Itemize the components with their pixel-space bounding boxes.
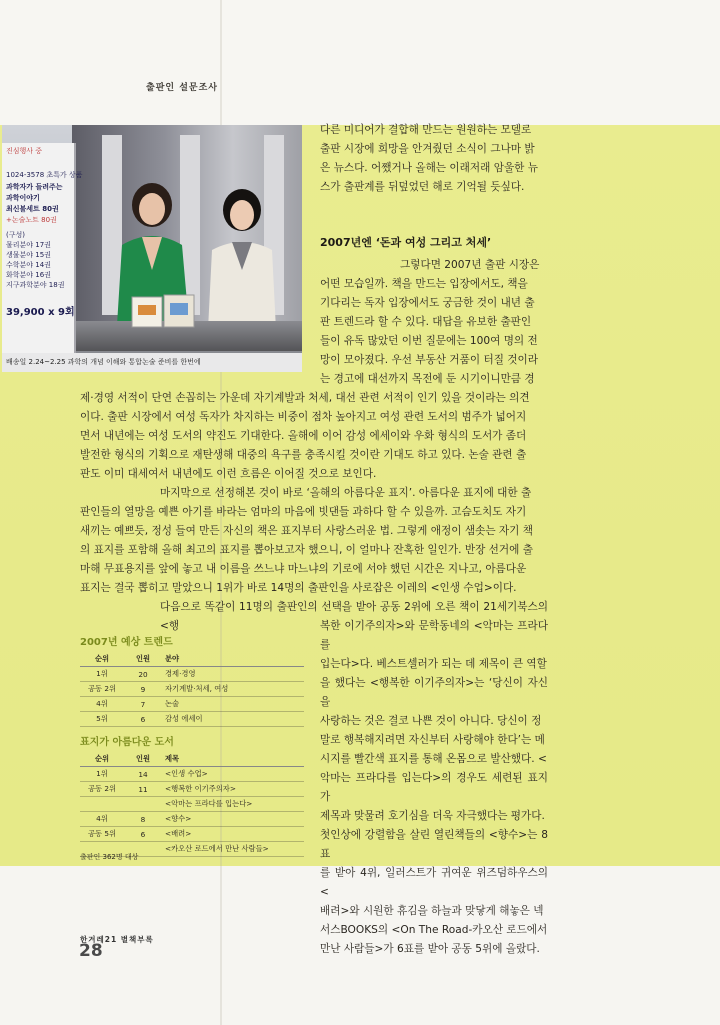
column-header: 제목 xyxy=(162,752,304,767)
cover-table-title: 표지가 아름다운 도서 xyxy=(80,737,174,748)
table-cell: <악마는 프라다를 입는다> xyxy=(162,797,304,812)
trend-table xyxy=(80,652,304,727)
table-row xyxy=(80,797,304,812)
text-line: 이다. 출판 시장에서 여성 독자가 차지하는 비중이 점차 높아지고 여성 관련 도서의 범주가 넓어지 xyxy=(80,411,527,423)
text-line: 발전한 형식의 기획으로 재탄생해 대중의 욕구를 충족시킬 것이란 기대도 하고 있다. 논술 관련 출 xyxy=(80,449,527,461)
book-set-display xyxy=(130,293,198,329)
table-cell xyxy=(124,797,162,812)
page-top-margin xyxy=(0,0,720,125)
article-column-paragraph xyxy=(320,256,548,389)
text-line: 사랑하는 것은 결코 나쁜 것이 아니다. 당신이 정 xyxy=(320,715,542,727)
text-line: 판 트렌드라 할 수 있다. 대답을 유보한 출판인 xyxy=(320,316,532,328)
column-header: 인원 xyxy=(124,752,162,767)
table-header-row xyxy=(80,652,304,667)
text-line: 다른 미디어가 결합해 만드는 원원하는 모델로 xyxy=(320,124,532,136)
table-cell: <행복한 이기주의자> xyxy=(162,782,304,797)
table-cell: 공동 2위 xyxy=(80,682,124,697)
table-row xyxy=(80,827,304,842)
page-number: 28 xyxy=(79,941,103,961)
table-row xyxy=(80,782,304,797)
table-cell: 경제·경영 xyxy=(162,667,304,682)
text-line: 는 경고에 대선까지 목전에 둔 시기이니만큼 경 xyxy=(320,373,535,385)
text-line: 은 뉴스다. 어쨌거나 올해는 이래저래 암울한 뉴 xyxy=(320,162,539,174)
table-cell: 4위 xyxy=(80,812,124,827)
text-line: 망이 모아졌다. 우선 부동산 거품이 터질 것이라 xyxy=(320,354,539,366)
table-row xyxy=(80,767,304,782)
panel-text: 1024-3578 초특가 상품 xyxy=(6,171,83,179)
article-wide-paragraph xyxy=(80,389,548,636)
ticker-text: 배송일 2.24~2.25 과학의 개념 이해와 통합논술 준비를 한번에 xyxy=(6,358,201,366)
table-row xyxy=(80,712,304,727)
table-row xyxy=(80,812,304,827)
table-cell: <카오산 로드에서 만난 사람들> xyxy=(162,842,304,857)
text-line: 제·경영 서적이 단연 손꼽히는 가운데 자기계발과 처세, 대선 관련 서적이 인기 있을 것이라는 의견 xyxy=(80,392,530,404)
table-cell: 자기계발·처세, 여성 xyxy=(162,682,304,697)
text-line: 말로 행복해지려면 자신부터 사랑해야 한다’는 메 xyxy=(320,734,545,746)
table-cell: 5위 xyxy=(80,712,124,727)
panel-text: 생물분야 15권 xyxy=(6,251,51,259)
host-woman-white-jacket xyxy=(202,180,282,330)
text-line: 복한 이기주의자>와 문학동네의 <악마는 프라다를 xyxy=(320,620,548,651)
table-cell: <인생 수업> xyxy=(162,767,304,782)
table-cell: 9 xyxy=(124,682,162,697)
cover-table xyxy=(80,752,304,857)
panel-text: 진심행사 중 xyxy=(6,147,43,155)
product-info-panel xyxy=(2,143,83,372)
table-row xyxy=(80,667,304,682)
panel-text: 과학이야기 xyxy=(6,194,40,202)
text-line: 악마는 프라다를 입는다>의 경우도 세련된 표지가 xyxy=(320,772,548,803)
table-cell: 공동 2위 xyxy=(80,782,124,797)
text-line: 의 표지를 포함해 올해 최고의 표지를 뽑아보고자 했으니, 이 얼마나 잔혹한 일인가. 반장 선거에 출 xyxy=(80,544,533,556)
text-line: 스가 출판계를 뒤덮었던 해로 기억될 듯싶다. xyxy=(320,181,525,193)
article-intro xyxy=(320,121,548,197)
text-line: 만난 사람들>가 6표를 받아 공동 5위에 올랐다. xyxy=(320,943,540,955)
table-cell: 6 xyxy=(124,827,162,842)
broadcast-ticker xyxy=(2,353,302,372)
price-label: 39,900 x 9회 xyxy=(6,307,75,318)
text-line: 를 받아 4위, 일러스트가 귀여운 위즈덤하우스의 < xyxy=(320,867,548,898)
table-row xyxy=(80,697,304,712)
text-line: 입는다>다. 베스트셀러가 되는 데 제목이 큰 역할 xyxy=(320,658,547,670)
text-line: 기다리는 독자 입장에서도 궁금한 것이 내년 출 xyxy=(320,297,535,309)
section-title: 2007년엔 ‘돈과 여성 그리고 처세’ xyxy=(320,236,492,249)
footer-brand: 한겨레21 별책부록 xyxy=(80,935,154,944)
text-line: 시지를 빨간색 표지를 통해 온몸으로 발산했다. < xyxy=(320,753,547,765)
column-header: 분야 xyxy=(162,652,304,667)
table-cell xyxy=(80,797,124,812)
panel-text: 화학분야 16권 xyxy=(6,271,51,279)
article-right-continuation xyxy=(320,617,548,959)
table-footnote: 출판인 362명 대상 xyxy=(80,853,139,861)
text-line: 출판 시장에 희망을 안겨줬던 소식이 그나마 밝 xyxy=(320,143,535,155)
table-cell: 4위 xyxy=(80,697,124,712)
table-cell: <배려> xyxy=(162,827,304,842)
panel-text: +논술노트 80권 xyxy=(6,216,57,224)
text-line: 면서 내년에는 여성 도서의 약진도 기대한다. 올해에 이어 감성 에세이와 우화 형식의 도서가 좀더 xyxy=(80,430,527,442)
table-cell: 논술 xyxy=(162,697,304,712)
section-header-label: 출판인 설문조사 xyxy=(146,83,218,93)
table-cell: 11 xyxy=(124,782,162,797)
text-line: 첫인상에 강렬함을 살린 열린책들의 <향수>는 8표 xyxy=(320,829,548,860)
text-line: 표지는 결국 뽑히고 말았으니 1위가 바로 14명의 출판인을 사로잡은 이레의 <인생 수업>이다. xyxy=(80,582,517,594)
trend-table-title: 2007년 예상 트렌드 xyxy=(80,637,173,648)
table-cell: 1위 xyxy=(80,667,124,682)
table-header-row xyxy=(80,752,304,767)
text-line: 제목과 맞물려 호기심을 더욱 자극했다는 평가다. xyxy=(320,810,545,822)
table-cell: 1위 xyxy=(80,767,124,782)
table-cell: 20 xyxy=(124,667,162,682)
text-line: 마해 무표용지를 앞에 놓고 내 이름을 쓰느냐 마느냐의 기로에 서야 했던 시간은 지나고, 아름다운 xyxy=(80,563,527,575)
text-line: 판인들의 열망을 예쁜 아기를 바라는 엄마의 마음에 빗댄들 과하다 할 수 있을까. 고슴도치도 자기 xyxy=(80,506,527,518)
text-line: 배려>와 시원한 휴김을 하늘과 맞닿게 해놓은 넥 xyxy=(320,905,544,917)
table-cell: 14 xyxy=(124,767,162,782)
table-cell: <향수> xyxy=(162,812,304,827)
text-line: 다음으로 똑같이 11명의 출판인의 선택을 받아 공동 2위에 오른 책이 21세기북스의 <행 xyxy=(160,601,548,632)
tv-shopping-photo xyxy=(2,125,302,372)
table-cell: 6 xyxy=(124,712,162,727)
column-header: 인원 xyxy=(124,652,162,667)
panel-text: 최신불세트 80권 xyxy=(6,205,59,213)
text-line: 을 했다는 <행복한 이기주의자>는 ‘당신이 자신을 xyxy=(320,677,548,708)
table-cell: 8 xyxy=(124,812,162,827)
panel-text: 수학분야 14권 xyxy=(6,261,51,269)
panel-text: 지구과학분야 18권 xyxy=(6,281,65,289)
panel-text: 물리분야 17권 xyxy=(6,241,51,249)
table-row xyxy=(80,682,304,697)
text-line: 그렇다면 2007년 출판 시장은 xyxy=(400,259,540,271)
text-line: 판도 이미 대세여서 내년에도 이런 흐름은 이어질 것으로 보인다. xyxy=(80,468,377,480)
panel-text: (구성) xyxy=(6,231,25,239)
panel-text: 과학자가 들려주는 xyxy=(6,183,63,191)
text-line: 어떤 모습일까. 책을 만드는 입장에서도, 책을 xyxy=(320,278,528,290)
text-line: 서스BOOKS의 <On The Road-카오산 로드에서 xyxy=(320,924,548,936)
table-cell: 공동 5위 xyxy=(80,827,124,842)
text-line: 마지막으로 선정해본 것이 바로 ‘올해의 아름다운 표지’. 아름다운 표지에 대한 출 xyxy=(160,487,532,499)
table-cell: 감성 에세이 xyxy=(162,712,304,727)
text-line: 새끼는 예쁘듯, 정성 들여 만든 자신의 책은 표지부터 사랑스러운 법. 그렇게 애정이 샘솟는 자기 책 xyxy=(80,525,533,537)
text-line: 들이 유독 많았던 이번 질문에는 100여 명의 전 xyxy=(320,335,538,347)
column-header: 순위 xyxy=(80,752,124,767)
table-cell: 7 xyxy=(124,697,162,712)
column-header: 순위 xyxy=(80,652,124,667)
